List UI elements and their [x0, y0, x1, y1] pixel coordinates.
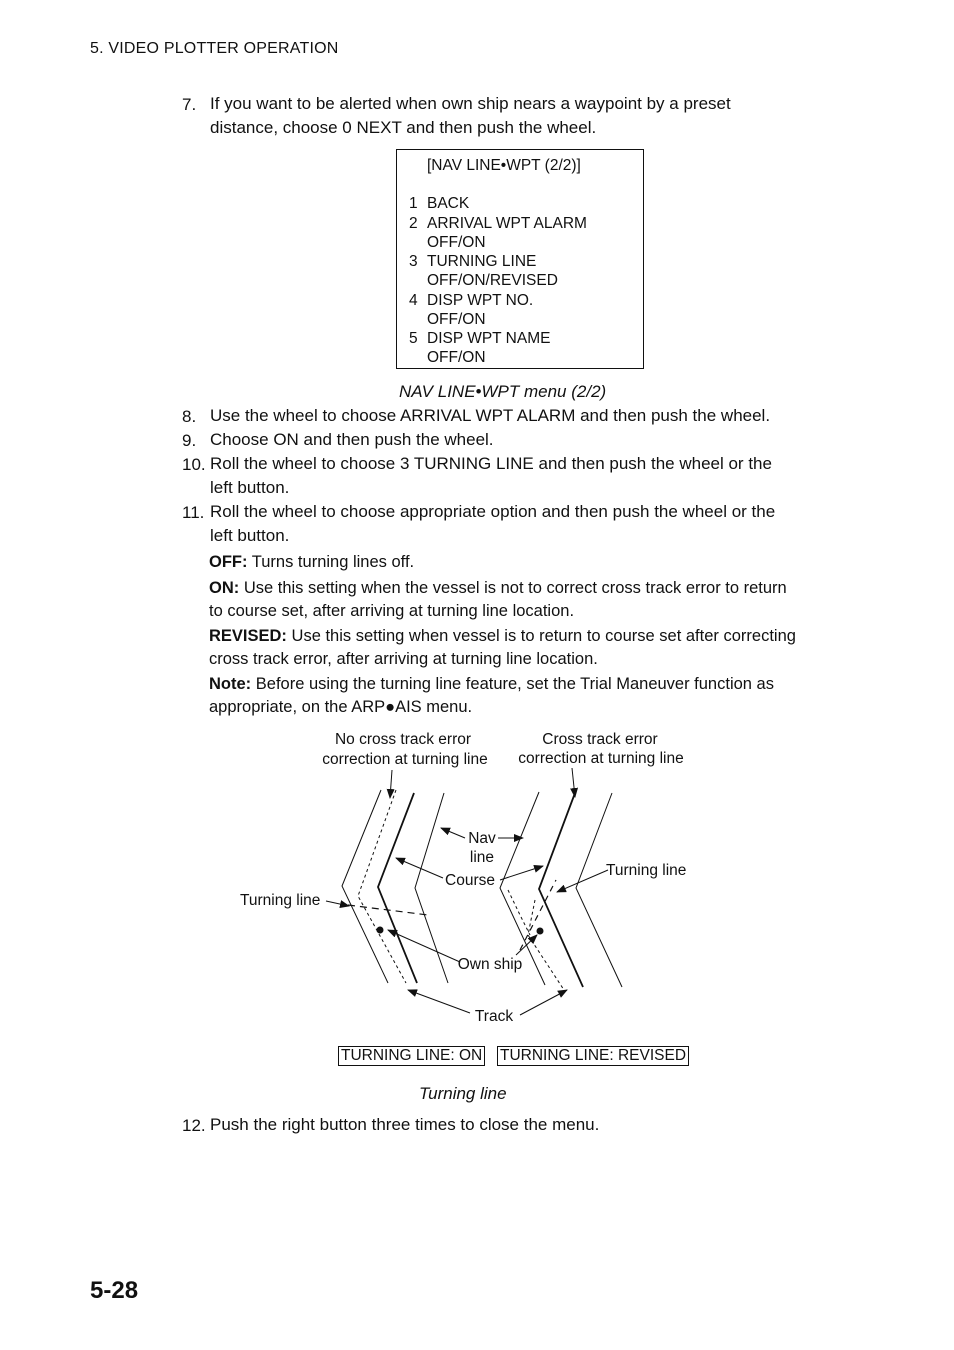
- label-no-correction-1: No cross track error: [334, 731, 472, 748]
- note-text-2: appropriate, on the ARP●AIS menu.: [209, 697, 473, 716]
- menu-item-number: 3: [409, 253, 418, 270]
- section-header: 5. VIDEO PLOTTER OPERATION: [90, 40, 339, 57]
- figure-caption: Turning line: [419, 1084, 507, 1103]
- page-number: 5-28: [90, 1277, 139, 1304]
- tag-turning-line-revised: TURNING LINE: REVISED: [497, 1046, 689, 1066]
- option-on-text: Use this setting when the vessel is not to correct cross track error to return: [239, 579, 787, 597]
- nav-line-left-outer: [342, 790, 388, 983]
- option-revised-label: REVISED:: [209, 627, 287, 645]
- step-9-text: Choose ON and then push the wheel.: [210, 430, 494, 449]
- track-line-left: [358, 790, 406, 983]
- option-on-text-2: to course set, after arriving at turning line location.: [209, 601, 575, 620]
- arrow-no-correction: [390, 770, 392, 798]
- note-label: Note:: [209, 675, 252, 693]
- step-11-line-1: Roll the wheel to choose appropriate option and then push the wheel or the: [210, 502, 776, 521]
- step-11-line-2: left button.: [210, 526, 290, 545]
- menu-item-back: BACK: [427, 195, 470, 212]
- step-8-text: Use the wheel to choose ARRIVAL WPT ALARM and then push the wheel.: [210, 406, 771, 425]
- menu-caption: NAV LINE•WPT menu (2/2): [399, 382, 607, 401]
- step-12-text: Push the right button three times to close the menu.: [210, 1115, 600, 1134]
- label-turning-line-left: Turning line: [240, 892, 321, 909]
- label-correction-2: correction at turning line: [518, 750, 684, 767]
- menu-item-disp-wpt-no: DISP WPT NO.: [427, 292, 534, 309]
- note-text: Before using the turning line feature, set the Trial Maneuver function as: [251, 675, 774, 693]
- label-course: Course: [445, 872, 495, 889]
- tag-turning-line-on: TURNING LINE: ON: [338, 1046, 485, 1066]
- step-10-line-1: Roll the wheel to choose 3 TURNING LINE and then push the wheel or the: [210, 454, 772, 473]
- course-line-left: [378, 793, 417, 983]
- arrow-track-right: [520, 990, 567, 1015]
- menu-item-number: 1: [409, 195, 418, 212]
- step-number: 9.: [182, 431, 197, 450]
- step-number: 8.: [182, 407, 197, 426]
- menu-item-number: 2: [409, 215, 418, 232]
- step-number: 11.: [182, 503, 205, 522]
- arrow-nav-left: [441, 828, 465, 838]
- menu-item-arrival-wpt-alarm: ARRIVAL WPT ALARM: [427, 215, 587, 232]
- own-ship-left: [377, 927, 384, 934]
- step-7-line-1: If you want to be alerted when own ship nears a waypoint by a preset: [210, 94, 731, 113]
- menu-item-number: 4: [409, 292, 418, 309]
- label-no-correction-2: correction at turning line: [322, 751, 488, 768]
- menu-title: [NAV LINE•WPT (2/2)]: [427, 157, 581, 174]
- step-7-line-2: distance, choose 0 NEXT and then push the wheel.: [210, 118, 597, 137]
- arrow-turning-right: [557, 870, 608, 892]
- label-correction-1: Cross track error: [542, 731, 658, 748]
- menu-item-turning-line: TURNING LINE: [427, 253, 537, 270]
- nav-line-right-inner: [576, 793, 622, 987]
- step-number: 7.: [182, 95, 197, 114]
- label-nav: Nav: [468, 830, 496, 847]
- menu-item-options: OFF/ON: [427, 234, 486, 251]
- option-off-text: Turns turning lines off.: [247, 553, 415, 571]
- label-line: line: [469, 849, 495, 866]
- arrow-course-left: [396, 858, 443, 878]
- option-off-label: OFF:: [209, 553, 248, 571]
- own-ship-right: [537, 928, 544, 935]
- step-number: 10.: [182, 455, 206, 474]
- arrow-track-left: [408, 990, 470, 1013]
- option-revised-text: Use this setting when vessel is to return to course set after correcting: [286, 627, 796, 645]
- menu-item-options: OFF/ON: [427, 349, 486, 366]
- track-line-right: [528, 900, 564, 990]
- arrow-turning-left: [326, 901, 349, 906]
- menu-item-options: OFF/ON/REVISED: [427, 272, 558, 289]
- menu-item-options: OFF/ON: [427, 311, 486, 328]
- arrow-correction: [572, 768, 575, 797]
- label-track: Track: [474, 1008, 514, 1025]
- option-revised-text-2: cross track error, after arriving at turning line location.: [209, 649, 598, 668]
- arrow-own-ship-left: [388, 930, 460, 962]
- option-on-label: ON:: [209, 579, 240, 597]
- menu-item-number: 5: [409, 330, 418, 347]
- step-number: 12.: [182, 1116, 206, 1135]
- label-own-ship: Own ship: [457, 956, 523, 973]
- menu-item-disp-wpt-name: DISP WPT NAME: [427, 330, 551, 347]
- step-10-line-2: left button.: [210, 478, 290, 497]
- label-turning-line-right: Turning line: [606, 862, 687, 879]
